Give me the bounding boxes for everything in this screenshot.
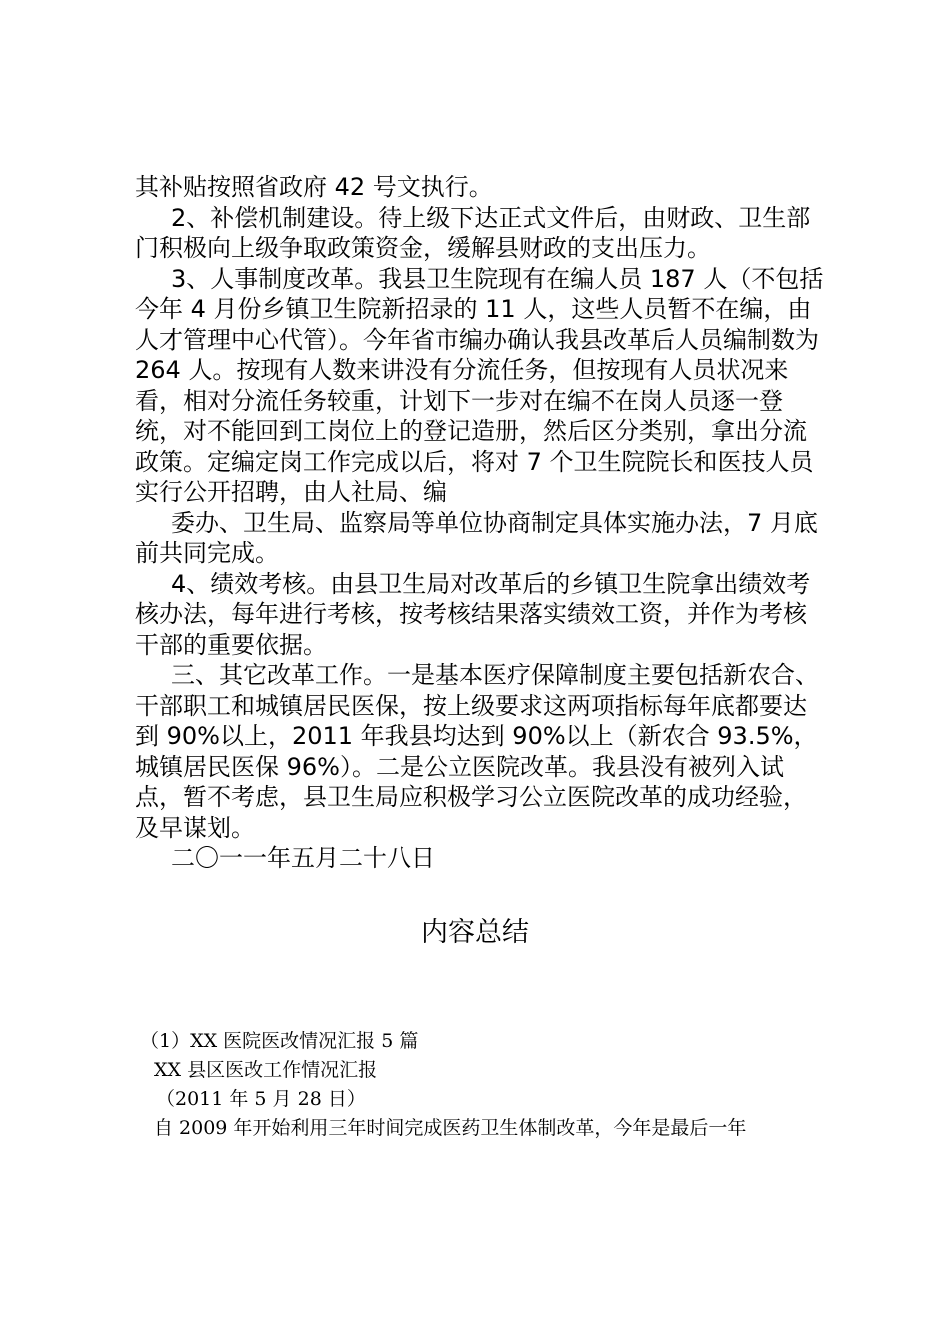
document-date: 二〇一一年五月二十八日: [171, 844, 435, 872]
summary-line-1: （1）XX 医院医改情况汇报 5 篇: [140, 1030, 419, 1052]
paragraph-line-1: 其补贴按照省政府 42 号文执行。: [135, 173, 493, 201]
summary-section: [140, 1027, 830, 1143]
document-body: [135, 172, 825, 874]
paragraph-personnel-reform: 3、人事制度改革。我县卫生院现有在编人员 187 人（不包括今年 4 月份乡镇卫生院新招录的 11 人，这些人员暂不在编，由人才管理中心代管）。今年省市编办确认我县改革后人员编制数为 264 人。按现有人数来讲没有分流任务，但按现有人员状况来看，相对分流任务较重，计划下一步对在编不在岗人员逐一登统，对不能回到工岗位上的登记造册，然后区分类别，拿出分流政策。定编定岗工作完成以后，将对 7 个卫生院院长和医技人员实行公开招聘，由人社局、编: [135, 264, 824, 506]
summary-line-4: 自 2009 年开始利用三年时间完成医药卫生体制改革，今年是最后一年: [154, 1117, 747, 1139]
paragraph-other-reforms: 三、其它改革工作。一是基本医疗保障制度主要包括新农合、干部职工和城镇居民医保，按上级要求这两项指标每年底都要达到 90%以上，2011 年我县均达到 90%以上（新农合 93.5%，城镇居民医保 96%）。二是公立医院改革。我县没有被列入试点，暂不考虑，县卫生局应积极学习公立医院改革的成功经验，及早谋划。: [135, 661, 819, 842]
summary-line-2: XX 县区医改工作情况汇报: [154, 1059, 378, 1081]
paragraph-performance-assessment: 4、绩效考核。由县卫生局对改革后的乡镇卫生院拿出绩效考核办法，每年进行考核，按考核结果落实绩效工资，并作为考核干部的重要依据。: [135, 569, 811, 659]
summary-heading: 内容总结: [421, 917, 529, 948]
paragraph-compensation-mechanism: 2、补偿机制建设。待上级下达正式文件后，由财政、卫生部门积极向上级争取政策资金，缓解县财政的支出压力。: [135, 203, 811, 262]
summary-line-3: （2011 年 5 月 28 日）: [156, 1088, 366, 1110]
paragraph-personnel-reform-continued: 委办、卫生局、监察局等单位协商制定具体实施办法，7 月底前共同完成。: [135, 508, 818, 567]
